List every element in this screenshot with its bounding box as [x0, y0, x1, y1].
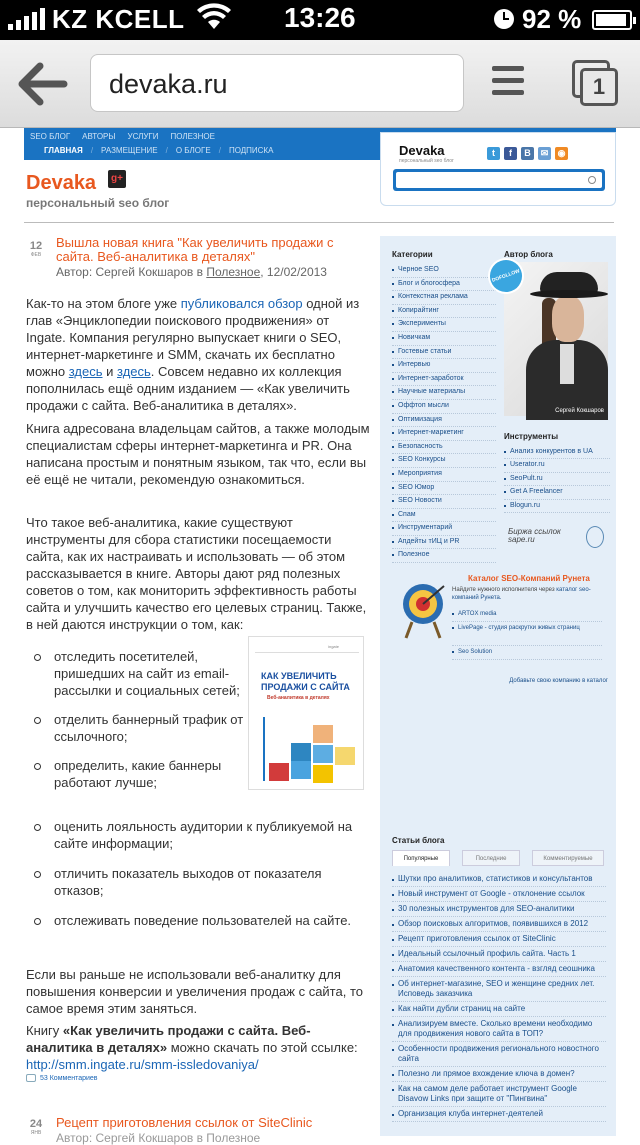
list-item: отследить посетителей, пришедших на сайт из email-рассылки и социальных сетей;	[26, 648, 246, 699]
post-day: 24	[29, 1118, 43, 1130]
twitter-icon[interactable]: t	[487, 147, 500, 160]
rss-icon[interactable]: ◉	[555, 147, 568, 160]
carrier-name: KZ KCELL	[52, 4, 185, 34]
articles-list	[392, 872, 606, 1122]
list-item: отслеживать поведение пользователей на сайте.	[26, 912, 372, 929]
list-item[interactable]: Мероприятия	[392, 468, 496, 482]
seo-catalog-widget	[390, 574, 608, 694]
tab-latest[interactable]: Последние	[462, 850, 520, 866]
catalog-title[interactable]: Каталог SEO-Компаний Рунета	[468, 574, 590, 583]
here-link-1[interactable]: здесь	[68, 364, 103, 379]
list-item[interactable]: Полезное	[392, 549, 496, 563]
list-item[interactable]: Как найти дубли страниц на сайте	[392, 1002, 606, 1017]
dofollow-badge: DOFOLLOW	[483, 253, 529, 299]
list-item[interactable]: Новый инструмент от Google - отклонение ссылок	[392, 887, 606, 902]
list-item: определить, какие баннеры работают лучше;	[26, 757, 246, 791]
nav-useful[interactable]: ПОЛЕЗНОЕ	[170, 132, 215, 141]
bullet-list	[26, 648, 246, 803]
web-page	[0, 128, 640, 1145]
post-day: 12	[29, 240, 43, 252]
catalog-item[interactable]: LivePage - студия раскрутки живых страниц	[452, 622, 602, 646]
list-item[interactable]: Черное SEO	[392, 264, 496, 278]
site-logo[interactable]: Devaka	[26, 172, 97, 194]
post-paragraph-2: Книга адресована владельцам сайтов, а также молодым специалистам сферы интернет-маркетинга и PR. Она написана простым и понятным языком, так что, если вы её ещё не читали, рекомендую ознакомиться.	[26, 421, 370, 487]
browser-toolbar	[0, 40, 640, 128]
nav-placement[interactable]: РАЗМЕЩЕНИЕ	[101, 146, 158, 155]
book-brand: ingate	[328, 644, 339, 649]
post-date-text: , 12/02/2013	[260, 265, 327, 279]
menu-icon[interactable]	[492, 66, 524, 100]
divider	[24, 222, 614, 223]
book-cover-image	[248, 636, 364, 790]
list-item: отличить показатель выходов от показателя отказов;	[26, 865, 372, 899]
list-item[interactable]: Интернет-маркетинг	[392, 427, 496, 441]
site-tagline: персональный seo блог	[26, 196, 170, 210]
list-item: отделить баннерный трафик от ссылочного;	[26, 711, 246, 745]
book-subtitle: Веб-аналитика в деталях	[267, 695, 330, 701]
top-nav	[30, 132, 227, 141]
list-item[interactable]: 30 полезных инструментов для SEO-аналитики	[392, 902, 606, 917]
list-item[interactable]: Особенности продвижения регионального новостного сайта	[392, 1042, 606, 1067]
list-item[interactable]: Анализ конкурентов в UA	[504, 446, 610, 459]
list-item[interactable]: Об интернет-магазине, SEO и женщине средних лет. Исповедь заказчика	[392, 977, 606, 1002]
catalog-item[interactable]: ARTOX media	[452, 608, 602, 622]
tools-heading: Инструменты	[504, 432, 559, 441]
list-item[interactable]: Организация клуба интернет-деятелей	[392, 1107, 606, 1122]
post-month: ФЕВ	[30, 252, 42, 258]
wifi-icon	[196, 5, 232, 31]
list-item[interactable]: Новичкам	[392, 332, 496, 346]
back-arrow-icon[interactable]	[18, 62, 68, 106]
post-month: ЯНВ	[30, 1130, 42, 1136]
list-item[interactable]: Анатомия качественного контента - взгляд сеошника	[392, 962, 606, 977]
list-item[interactable]: Анализируем вместе. Сколько времени необходимо для продвижения нового сайта в ТОП?	[392, 1017, 606, 1042]
nav-authors[interactable]: АВТОРЫ	[82, 132, 116, 141]
brain-icon	[586, 526, 604, 548]
list-item[interactable]: Интервью	[392, 359, 496, 373]
tab-commented[interactable]: Комментируемые	[532, 850, 604, 866]
post-paragraph-1: Как-то на этом блоге уже публиковался обзор одной из глав «Энциклопедии поискового продвижения» от Ingate. Компания регулярно выпускает книги о SEO, интернет-маркетинге и SMM, скачать их бесплатно можно здесь и здесь. Совсем недавно их коллекция пополнилась ещё одним изданием — «Как увеличить продажи с сайта. Веб-аналитика в деталях».	[26, 296, 360, 413]
list-item[interactable]: Научные материалы	[392, 386, 496, 400]
battery-percent: 92 %	[522, 4, 582, 34]
catalog-item[interactable]: Seo Solution	[452, 646, 602, 660]
list-item[interactable]: Оффтоп мысли	[392, 400, 496, 414]
battery-icon	[592, 10, 632, 30]
categories-heading: Категории	[392, 250, 433, 259]
list-item[interactable]: Обзор поисковых алгоритмов, появившихся в 2012	[392, 917, 606, 932]
list-item[interactable]: Контекстная реклама	[392, 291, 496, 305]
add-company-link[interactable]: Добавьте свою компанию в каталог	[509, 678, 608, 684]
nav-home[interactable]: ГЛАВНАЯ	[44, 146, 83, 155]
list-item[interactable]: Эксперименты	[392, 318, 496, 332]
list-item[interactable]: Инструментарий	[392, 522, 496, 536]
catalog-subtitle: Найдите нужного исполнителя через каталог seo-компаний Рунета.	[452, 587, 591, 601]
nav-about[interactable]: О БЛОГЕ	[175, 146, 211, 155]
post-category-link[interactable]: Полезное	[206, 265, 261, 279]
list-item[interactable]: Апдейты тИЦ и PR	[392, 536, 496, 550]
post-meta	[56, 265, 327, 279]
post-paragraph-4: Если вы раньше не использовали веб-аналитку для повышения конверсии и увеличения продаж с сайта, то самое время этим заняться.	[26, 967, 363, 1016]
author-caption: Сергей Кокшаров	[555, 408, 604, 414]
list-item[interactable]: Оптимизация	[392, 414, 496, 428]
list-item[interactable]: Гостевые статьи	[392, 346, 496, 360]
tabs-button[interactable]	[572, 60, 618, 106]
tools-list	[504, 446, 610, 513]
list-item[interactable]: Блог и блогосфера	[392, 278, 496, 292]
list-item[interactable]: SEO Юмор	[392, 482, 496, 496]
download-link[interactable]: http://smm.ingate.ru/smm-issledovaniya/	[26, 1057, 259, 1072]
url-field[interactable]: devaka.ru	[90, 54, 464, 112]
clock-icon	[492, 7, 516, 31]
list-item[interactable]: Blogun.ru	[504, 500, 610, 513]
brand-small: Devaka	[399, 143, 445, 158]
comment-icon	[26, 1074, 36, 1082]
sub-nav: ГЛАВНАЯ / РАЗМЕЩЕНИЕ / О БЛОГЕ / ПОДПИСКА	[44, 146, 274, 155]
list-item[interactable]: Интернет-заработок	[392, 373, 496, 387]
catalog-list	[452, 608, 602, 660]
list-item[interactable]: Безопасность	[392, 441, 496, 455]
nav-subscribe[interactable]: ПОДПИСКА	[228, 146, 274, 155]
list-item[interactable]: Рецепт приготовления ссылок от SiteClinic	[392, 932, 606, 947]
post-title[interactable]: Рецепт приготовления ссылок от SiteClinic	[56, 1115, 313, 1130]
list-item: оценить лояльность аудитории к публикуемой на сайте информации;	[26, 818, 372, 852]
header-widget	[380, 132, 616, 206]
social-icons	[487, 143, 572, 161]
tab-count: 1	[580, 68, 618, 106]
list-item[interactable]: SEO Новости	[392, 495, 496, 509]
nav-services[interactable]: УСЛУГИ	[127, 132, 159, 141]
list-item[interactable]: Спам	[392, 509, 496, 523]
post-meta: Автор: Сергей Кокшаров в Полезное	[56, 1131, 261, 1145]
categories-list	[392, 264, 496, 563]
list-item[interactable]: Шутки про аналитиков, статистиков и консультантов	[392, 872, 606, 887]
list-item[interactable]: Идеальный ссылочный профиль сайта. Часть 1	[392, 947, 606, 962]
brand-small-sub: персональный seo блог	[399, 158, 454, 164]
post-paragraph-5: Книгу «Как увеличить продажи с сайта. Веб-аналитика в деталях» можно скачать по этой ссылке: http://smm.ingate.ru/smm-issledovaniya/	[26, 1023, 358, 1072]
post-date	[26, 240, 46, 258]
sidebar	[380, 236, 616, 1136]
google-plus-icon[interactable]: g+	[108, 170, 126, 188]
vkontakte-icon[interactable]: B	[521, 147, 534, 160]
list-item[interactable]: Как на самом деле работает инструмент Google Disavow Links при защите от "Пингвина"	[392, 1082, 606, 1107]
book-title: КАК УВЕЛИЧИТЬ ПРОДАЖИ С САЙТА	[261, 671, 350, 692]
list-item[interactable]: Копирайтинг	[392, 305, 496, 319]
review-link[interactable]: публиковался обзор	[180, 296, 303, 311]
here-link-2[interactable]: здесь	[117, 364, 151, 379]
list-item[interactable]: Полезно ли прямое вхождение ключа в домен?	[392, 1067, 606, 1082]
list-item[interactable]: Userator.ru	[504, 459, 610, 472]
post-date	[26, 1118, 46, 1136]
articles-heading: Статьи блога	[392, 836, 445, 845]
list-item[interactable]: SEO Конкурсы	[392, 454, 496, 468]
comments-link[interactable]: 53 Комментариев	[26, 1074, 98, 1086]
post-paragraph-3: Что такое веб-аналитика, какие существуют инструменты для сбора статистики посещаемости сайта, как их настраивать и использовать — об этом рассказывается в книге. Авторы дают ряд полезных советов о том, как мониторить эффективность работы сайта и улучшить качество его целевых страниц. Также, в ней даются инструкции о том, как:	[26, 515, 367, 632]
post-title[interactable]: Вышла новая книга "Как увеличить продажи с сайта. Веб-аналитика в деталях"	[56, 235, 334, 264]
target-icon	[398, 580, 448, 640]
nav-seo-blog[interactable]: SEO БЛОГ	[30, 132, 71, 141]
search-icon[interactable]	[396, 172, 602, 188]
sape-link[interactable]: Биржа ссылок sape.ru	[508, 527, 561, 544]
list-item[interactable]: Get A Freelancer	[504, 486, 610, 499]
bullet-list-continued	[26, 818, 372, 942]
articles-tabs	[392, 850, 604, 866]
post-author: Автор: Сергей Кокшаров в	[56, 265, 207, 279]
clock: 13:26	[284, 2, 356, 33]
status-bar	[0, 0, 640, 40]
tab-popular[interactable]: Популярные	[392, 850, 450, 866]
email-icon[interactable]: ✉	[538, 147, 551, 160]
site-search[interactable]	[393, 169, 605, 191]
author-heading: Автор блога	[504, 250, 553, 259]
list-item[interactable]: SeoPult.ru	[504, 473, 610, 486]
facebook-icon[interactable]: f	[504, 147, 517, 160]
